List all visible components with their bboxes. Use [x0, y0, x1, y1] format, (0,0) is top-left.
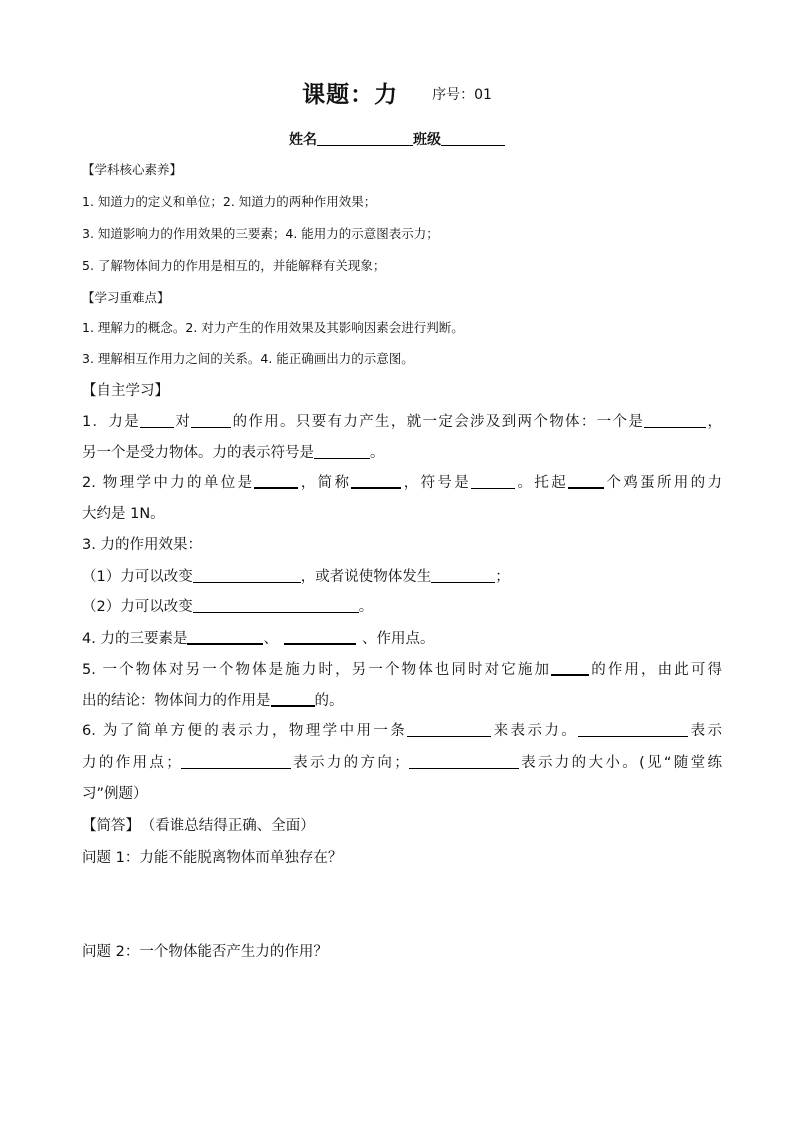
key-point-2: 3. 理解相互作用力之间的关系。4. 能正确画出力的示意图。: [82, 351, 414, 366]
q1-blank-1[interactable]: [140, 413, 174, 428]
q4-blank-2[interactable]: [284, 629, 356, 645]
q1-blank-2[interactable]: [191, 413, 231, 428]
page-title: 课题：力: [302, 82, 399, 108]
title-row: [0, 76, 794, 109]
q3-line-3: （2）力可以改变 。: [82, 599, 374, 615]
q5-line-2: 出的结论：物体间力的作用是 的。: [82, 693, 344, 709]
q6-blank-2[interactable]: [578, 722, 688, 737]
q6-line-3: 习”例题）: [82, 786, 148, 802]
q4-blank-1[interactable]: [187, 629, 263, 645]
q3-line-1: 3. 力的作用效果：: [82, 537, 202, 553]
key-points-heading: 【学习重难点】: [82, 290, 170, 305]
name-class-row: [0, 129, 794, 149]
short-answer-heading: 【简答】 （看谁总结得正确、全面）: [82, 818, 315, 834]
q3-line-2: （1）力可以改变 ，或者说使物体发生 ；: [82, 569, 510, 585]
q3-blank-2[interactable]: [431, 568, 495, 583]
class-label: 班级: [413, 132, 441, 148]
q3-blank-3[interactable]: [193, 598, 359, 613]
q3-blank-1[interactable]: [193, 568, 301, 583]
q2-blank-2[interactable]: [351, 473, 401, 489]
q6-blank-1[interactable]: [407, 722, 491, 737]
q2-line-1: 2. 物理学中力的单位是 ，简称 ，符号是 。托起 个鸡蛋所用的力: [82, 475, 723, 491]
name-blank[interactable]: [317, 131, 413, 146]
q4-line: 4. 力的三要素是 、 、作用点。: [82, 631, 435, 647]
q1-blank-4[interactable]: [314, 444, 370, 459]
serial-number: 序号：01: [432, 87, 492, 103]
q2-line-2: 大约是 1N。: [82, 506, 165, 522]
literacy-item-2: 3. 知道影响力的作用效果的三要素；4. 能用力的示意图表示力；: [82, 226, 439, 241]
q6-line-2: 力的作用点； 表示力的方向； 表示力的大小。(见“随堂练: [82, 755, 723, 771]
name-label: 姓名: [289, 132, 317, 148]
q2-blank-4[interactable]: [568, 473, 604, 489]
q1-line-1: 1．力是 对 的作用。只要有力产生，就一定会涉及到两个物体：一个是 ，: [82, 414, 723, 430]
q6-line-1: 6. 为了简单方便的表示力，物理学中用一条 来表示力。 表示: [82, 723, 723, 739]
q2-blank-1[interactable]: [254, 473, 298, 489]
literacy-item-1: 1. 知道力的定义和单位；2. 知道力的两种作用效果；: [82, 194, 377, 209]
key-point-1: 1. 理解力的概念。2. 对力产生的作用效果及其影响因素会进行判断。: [82, 320, 464, 335]
q5-blank-1[interactable]: [551, 660, 589, 676]
self-study-heading: 【自主学习】: [82, 383, 169, 399]
q5-line-1: 5. 一个物体对另一个物体是施力时，另一个物体也同时对它施加 的作用，由此可得: [82, 662, 722, 678]
literacy-heading: 【学科核心素养】: [82, 162, 183, 177]
q6-blank-3[interactable]: [181, 754, 291, 769]
short-answer-question-2: 问题 2：一个物体能否产生力的作用？: [82, 944, 328, 960]
q5-blank-2[interactable]: [271, 691, 315, 707]
class-blank[interactable]: [441, 131, 505, 146]
literacy-item-3: 5. 了解物体间力的作用是相互的，并能解释有关现象；: [82, 258, 386, 273]
q2-blank-3[interactable]: [471, 474, 515, 489]
short-answer-question-1: 问题 1：力能不能脱离物体而单独存在？: [82, 850, 343, 866]
q1-blank-3[interactable]: [644, 413, 706, 428]
q6-blank-4[interactable]: [409, 754, 519, 769]
q1-line-2: 另一个是受力物体。力的表示符号是 。: [82, 445, 385, 461]
